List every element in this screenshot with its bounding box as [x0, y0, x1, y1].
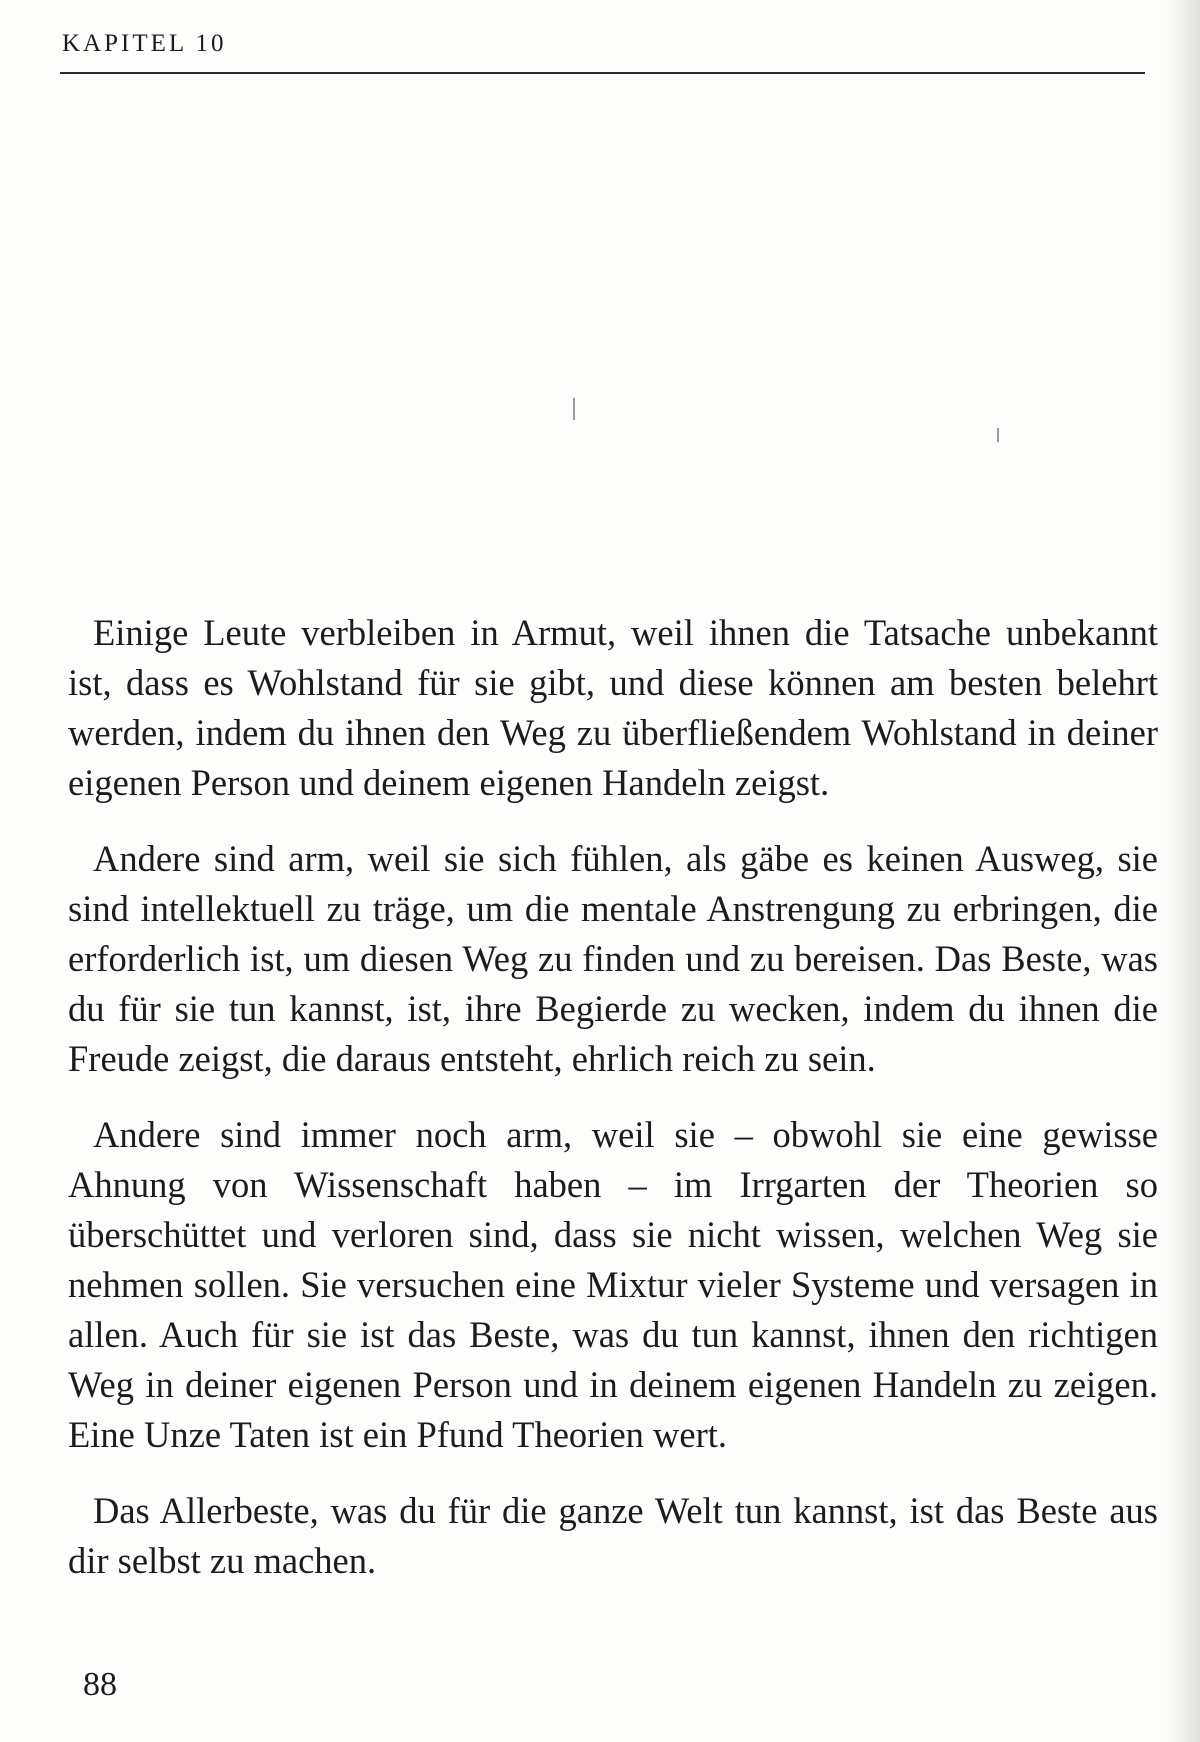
running-header: KAPITEL 10: [62, 30, 227, 57]
page-number: 88: [83, 1666, 117, 1703]
scan-speck: [997, 428, 999, 442]
paragraph-3: Andere sind immer noch arm, weil sie – obwohl sie eine gewisse Ahnung von Wissenschaft haben – im Irrgarten der Theorien so überschüttet und verloren sind, dass sie nicht wissen, welchen Weg sie nehmen sollen. Sie versuchen eine Mixtur vieler Systeme und versagen in allen. Auch für sie ist das Beste, was du tun kannst, ihnen den richtigen Weg in deiner eigenen Person und in deinem eigenen Handeln zu zeigen. Eine Unze Taten ist ein Pfund Theorien wert.: [68, 1114, 1158, 1455]
page-binding-shadow: [1164, 0, 1200, 1742]
body-text: [68, 608, 1158, 1612]
scan-speck: [573, 398, 575, 420]
header-rule: [60, 72, 1145, 74]
paragraph-2: Andere sind arm, weil sie sich fühlen, als gäbe es keinen Ausweg, sie sind intellektuell zu träge, um die mentale Anstrengung zu erbringen, die erforderlich ist, um diesen Weg zu finden und zu bereisen. Das Beste, was du für sie tun kannst, ist, ihre Begierde zu wecken, indem du ihnen die Freude zeigst, die daraus entsteht, ehrlich reich zu sein.: [68, 838, 1158, 1079]
paragraph-4: Das Allerbeste, was du für die ganze Welt tun kannst, ist das Beste aus dir selbst zu machen.: [68, 1490, 1158, 1581]
paragraph-1: Einige Leute verbleiben in Armut, weil ihnen die Tatsache unbekannt ist, dass es Wohlstand für sie gibt, und diese können am besten belehrt werden, indem du ihnen den Weg zu überfließendem Wohlstand in deiner eigenen Person und deinem eigenen Handeln zeigst.: [68, 612, 1158, 803]
